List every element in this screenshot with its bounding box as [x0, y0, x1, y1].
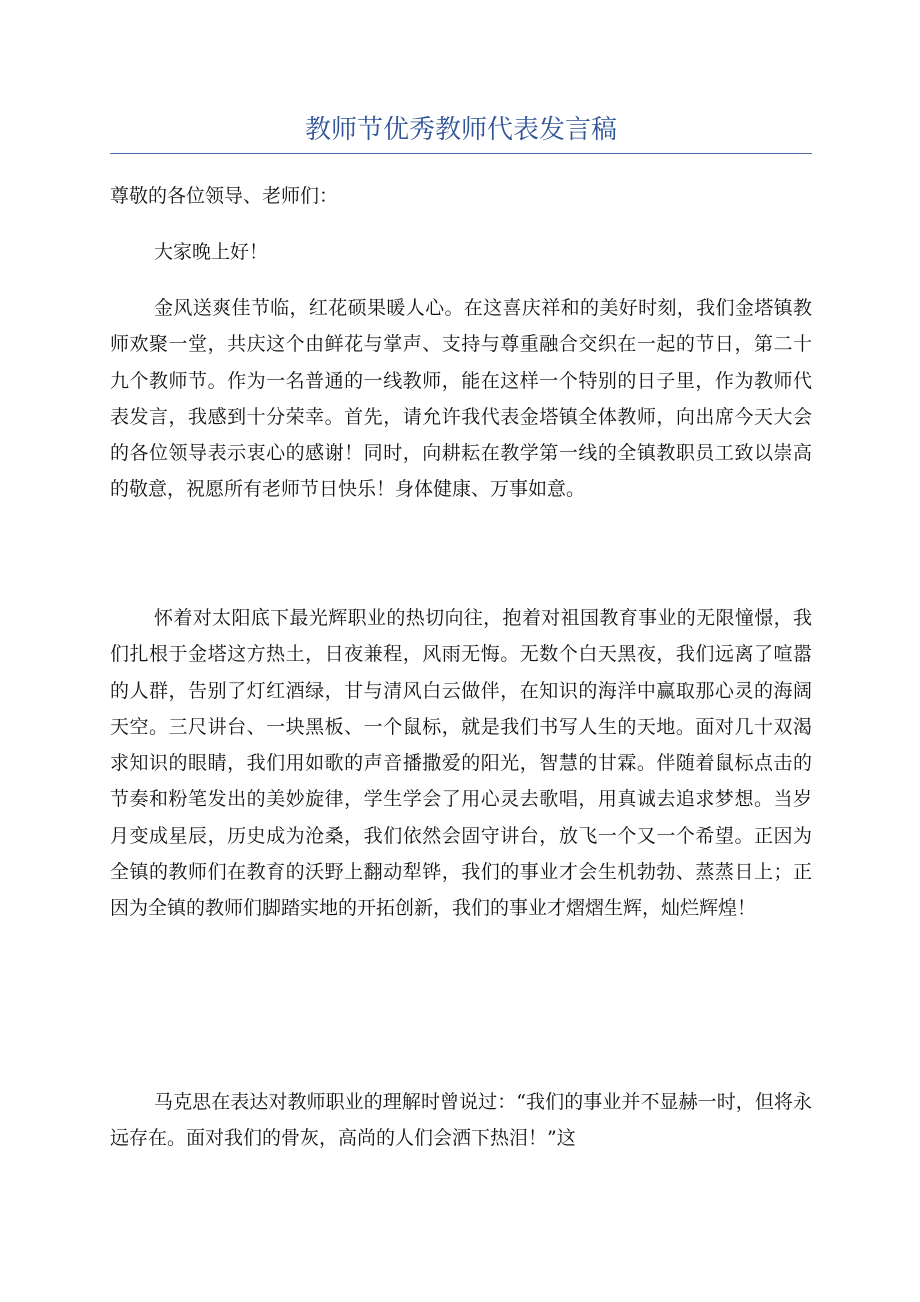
paragraph-2: 怀着对太阳底下最光辉职业的热切向往，抱着对祖国教育事业的无限憧憬，我们扎根于金塔这方热土，日夜兼程，风雨无悔。无数个白天黑夜，我们远离了喧嚣的人群，告别了灯红酒绿，甘与清风白云做伴，在知识的海洋中赢取那心灵的海阔天空。三尺讲台、一块黑板、一个鼠标，就是我们书写人生的天地。面对几十双渴求知识的眼睛，我们用如歌的声音播撒爱的阳光，智慧的甘霖。伴随着鼠标点击的节奏和粉笔发出的美妙旋律，学生学会了用心灵去歌唱，用真诚去追求梦想。当岁月变成星辰，历史成为沧桑，我们依然会固守讲台，放飞一个又一个希望。正因为全镇的教师们在教育的沃野上翻动犁铧，我们的事业才会生机勃勃、蒸蒸日上；正因为全镇的教师们脚踏实地的开拓创新，我们的事业才熠熠生辉，灿烂辉煌！ — [110, 607, 812, 920]
document-title: 教师节优秀教师代表发言稿 — [304, 115, 617, 145]
greeting: 大家晚上好！ — [154, 241, 269, 263]
paragraph-3: 马克思在表达对教师职业的理解时曾说过：“我们的事业并不显赫一时，但将永远存在。面对我们的骨灰，高尚的人们会洒下热泪！”这 — [110, 1091, 812, 1150]
title-underline — [110, 153, 812, 154]
salutation: 尊敬的各位领导、老师们： — [110, 185, 339, 207]
document-page — [110, 0, 812, 1302]
paragraph-1: 金风送爽佳节临，红花硕果暖人心。在这喜庆祥和的美好时刻，我们金塔镇教师欢聚一堂，共庆这个由鲜花与掌声、支持与尊重融合交织在一起的节日，第二十九个教师节。作为一名普通的一线教师，能在这样一个特别的日子里，作为教师代表发言，我感到十分荣幸。首先，请允许我代表金塔镇全体教师，向出席今天大会的各位领导表示衷心的感谢！同时，向耕耘在教学第一线的全镇教职员工致以崇高的敬意，祝愿所有老师节日快乐！身体健康、万事如意。 — [110, 297, 812, 501]
